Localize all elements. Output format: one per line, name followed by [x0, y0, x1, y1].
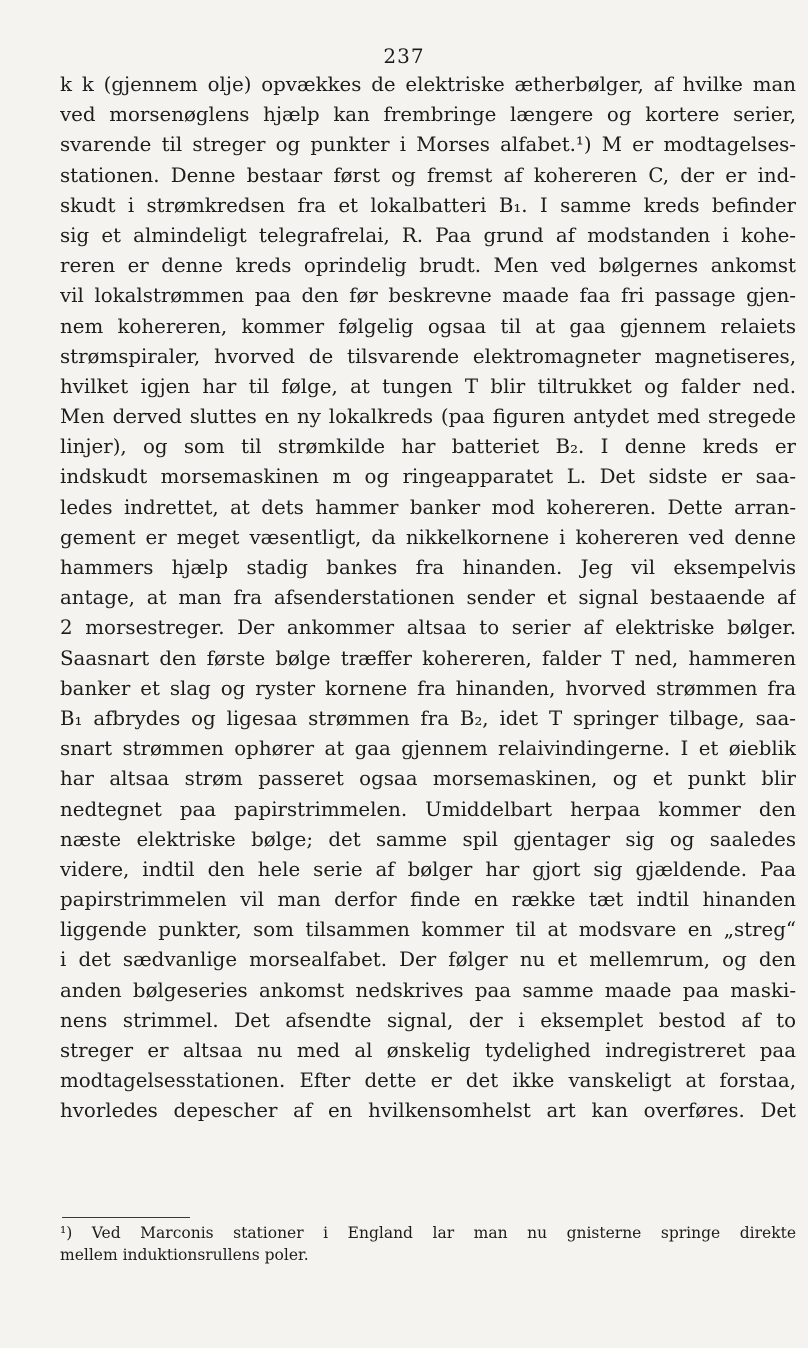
text-line: nens strimmel. Det afsendte signal, der i eksemplet bestod af to	[60, 1008, 796, 1032]
text-line: antage, at man fra afsenderstationen sender et signal bestaaende af	[60, 586, 796, 610]
text-line: hammers hjælp stadig bankes fra hinanden. Jeg vil eksempelvis	[60, 556, 796, 579]
text-line: anden bølgeseries ankomst nedskrives paa samme maade paa maski-	[60, 978, 796, 1002]
text-line: skudt i strømkredsen fra et lokalbatteri B₁. I samme kreds befinder	[60, 193, 796, 217]
text-line: Men derved sluttes en ny lokalkreds (paa figuren antydet med stregede	[60, 405, 796, 429]
text-line: snart strømmen ophører at gaa gjennem relaivindingerne. I et øieblik	[60, 737, 796, 761]
footnote-line: mellem induktionsrullens poler.	[60, 1246, 309, 1264]
text-line: videre, indtil den hele serie af bølger har gjort sig gjældende. Paa	[60, 857, 796, 881]
text-line: B₁ afbrydes og ligesaa strømmen fra B₂, idet T springer tilbage, saa-	[60, 706, 796, 730]
text-line: næste elektriske bølge; det samme spil gjentager sig og saaledes	[60, 827, 796, 851]
text-line: svarende til streger og punkter i Morses alfabet.¹) M er modtagelses-	[60, 133, 796, 157]
text-line: vil lokalstrømmen paa den før beskrevne maade faa fri passage gjen-	[60, 284, 796, 308]
body-text	[60, 70, 796, 1127]
footnote	[60, 1222, 796, 1266]
text-line: modtagelsesstationen. Efter dette er det ikke vanskeligt at forstaa,	[60, 1069, 796, 1093]
text-line: ved morsenøglens hjælp kan frembringe længere og kortere serier,	[60, 103, 796, 127]
text-line: har altsaa strøm passeret ogsaa morsemaskinen, og et punkt blir	[60, 767, 796, 791]
text-line: 2 morsestreger. Der ankommer altsaa to serier af elektriske bølger.	[60, 616, 796, 640]
text-line: nedtegnet paa papirstrimmelen. Umiddelbart herpaa kommer den	[60, 797, 796, 821]
text-line: liggende punkter, som tilsammen kommer til at modsvare en „streg“	[60, 918, 796, 942]
text-line: i det sædvanlige morsealfabet. Der følger nu et mellemrum, og den	[60, 948, 796, 972]
text-line: strømspiraler, hvorved de tilsvarende elektromagneter magnetiseres,	[60, 344, 796, 368]
text-line: banker et slag og ryster kornene fra hinanden, hvorved strømmen fra	[60, 676, 796, 700]
text-line: nem kohereren, kommer følgelig ogsaa til at gaa gjennem relaiets	[60, 314, 796, 338]
text-line: indskudt morsemaskinen m og ringeapparatet L. Det sidste er saa-	[60, 465, 796, 489]
text-line: k k (gjennem olje) opvækkes de elektriske ætherbølger, af hvilke man	[60, 73, 796, 96]
text-line: papirstrimmelen vil man derfor finde en række tæt indtil hinanden	[60, 888, 796, 912]
text-line: stationen. Denne bestaar først og fremst af kohereren C, der er ind-	[60, 163, 796, 187]
footnote-line: ¹) Ved Marconis stationer i England lar man nu gnisterne springe direkte	[60, 1224, 796, 1242]
page-number: 237	[383, 44, 425, 68]
text-line: streger er altsaa nu med al ønskelig tydelighed indregistreret paa	[60, 1039, 796, 1062]
text-line: linjer), og som til strømkilde har batteriet B₂. I denne kreds er	[60, 435, 796, 459]
text-line: Saasnart den første bølge træffer kohereren, falder T ned, hammeren	[60, 646, 796, 670]
text-line: reren er denne kreds oprindelig brudt. Men ved bølgernes ankomst	[60, 254, 796, 278]
text-line: ledes indrettet, at dets hammer banker mod kohereren. Dette arran-	[60, 495, 796, 519]
text-line: sig et almindeligt telegrafrelai, R. Paa grund af modstanden i kohe-	[60, 223, 796, 247]
text-line: hvorledes depescher af en hvilkensomhelst art kan overføres. Det	[60, 1099, 796, 1123]
text-line: hvilket igjen har til følge, at tungen T blir tiltrukket og falder ned.	[60, 374, 796, 398]
footnote-divider	[62, 1217, 190, 1218]
text-line: gement er meget væsentligt, da nikkelkornene i kohereren ved denne	[60, 525, 796, 549]
